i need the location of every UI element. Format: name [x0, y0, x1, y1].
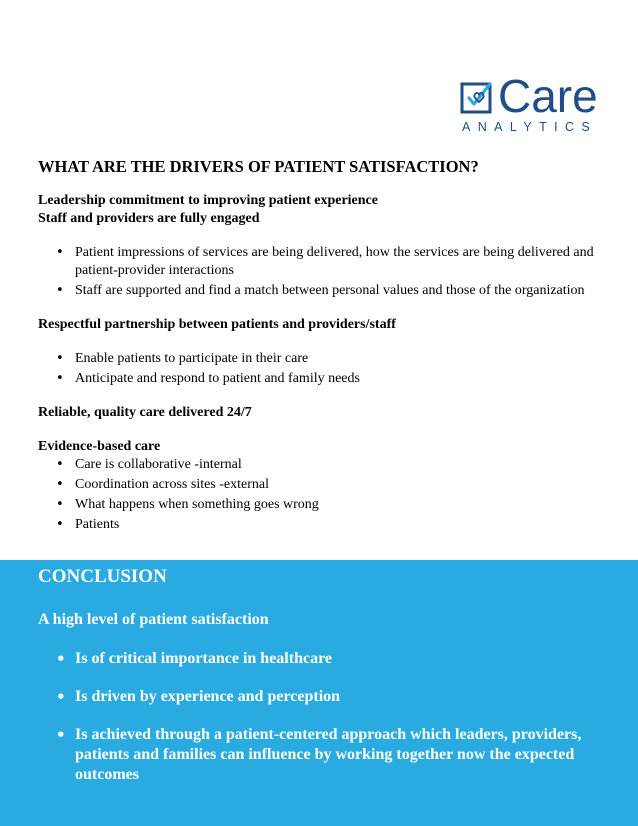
evidence-title: Evidence-based care: [38, 439, 161, 454]
list-item: • Is achieved through a patient-centered approach which leaders, providers, patients and families can influence by working together now the expected outcomes: [75, 725, 608, 785]
evidence-bullet-list: [38, 456, 608, 534]
partnership-title: Respectful partnership between patients and providers/staff: [38, 317, 396, 332]
conclusion-section: [0, 560, 638, 826]
list-item: • Coordination across sites -external: [75, 476, 608, 494]
list-item: • Anticipate and respond to patient and family needs: [75, 370, 608, 388]
list-item: • Patients: [75, 516, 608, 534]
reliable-title: Reliable, quality care delivered 24/7: [38, 405, 252, 420]
page-title: WHAT ARE THE DRIVERS OF PATIENT SATISFACTION?: [38, 157, 479, 176]
care-analytics-logo: [460, 70, 600, 136]
intro-bullet-list: [38, 244, 608, 300]
conclusion-title: CONCLUSION: [38, 566, 167, 587]
conclusion-subtitle: A high level of patient satisfaction: [38, 611, 269, 628]
logo-subtitle: ANALYTICS: [462, 120, 598, 134]
list-item: • What happens when something goes wrong: [75, 496, 608, 514]
list-item: • Is driven by experience and perception: [75, 687, 608, 707]
list-item: • Care is collaborative -internal: [75, 456, 608, 474]
list-item: • Is of critical importance in healthcare: [75, 649, 608, 669]
list-item: • Enable patients to participate in their care: [75, 350, 608, 368]
logo-wordmark: Care: [498, 70, 598, 122]
list-item: • Staff are supported and find a match between personal values and those of the organization: [75, 282, 608, 300]
checkbox-heart-icon: [460, 80, 496, 116]
list-item: • Patient impressions of services are being delivered, how the services are being delivered and patient-provider interactions: [75, 244, 608, 280]
intro-line: Leadership commitment to improving patient experience: [38, 193, 378, 208]
conclusion-bullet-list: [38, 649, 608, 785]
partnership-bullet-list: [38, 350, 608, 388]
intro-line: Staff and providers are fully engaged: [38, 211, 260, 226]
main-content: [38, 156, 608, 536]
